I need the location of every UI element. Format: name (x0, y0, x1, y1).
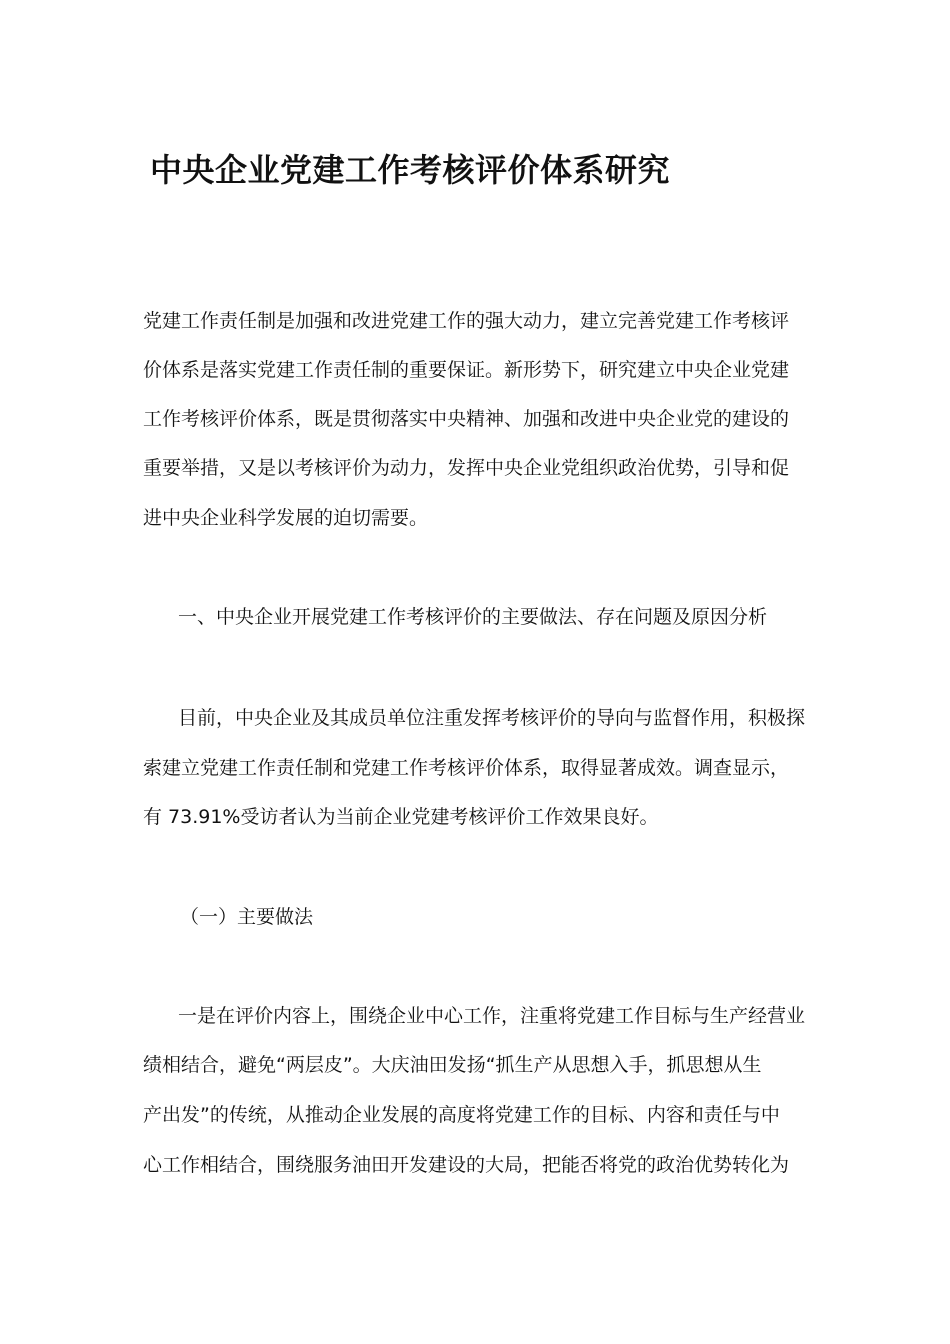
intro-line: 工作考核评价体系，既是贯彻落实中央精神、加强和改进中央企业党的建设的 (143, 408, 790, 430)
subsection-line: 产出发”的传统，从推动企业发展的高度将党建工作的目标、内容和责任与中 (143, 1104, 780, 1126)
section-heading: 一、中央企业开展党建工作考核评价的主要做法、存在问题及原因分析 (178, 606, 768, 628)
intro-line: 重要举措，又是以考核评价为动力，发挥中央企业党组织政治优势，引导和促 (143, 457, 790, 479)
section-line: 有 73.91%受访者认为当前企业党建考核评价工作效果良好。 (143, 806, 659, 828)
intro-line: 价体系是落实党建工作责任制的重要保证。新形势下，研究建立中央企业党建 (143, 359, 790, 381)
section-line: 索建立党建工作责任制和党建工作考核评价体系，取得显著成效。调查显示， (143, 757, 790, 779)
intro-line: 进中央企业科学发展的迫切需要。 (143, 507, 429, 529)
intro-line: 党建工作责任制是加强和改进党建工作的强大动力，建立完善党建工作考核评 (143, 310, 790, 332)
subsection-line: 心工作相结合，围绕服务油田开发建设的大局，把能否将党的政治优势转化为 (143, 1154, 790, 1176)
subsection-heading: （一）主要做法 (180, 906, 314, 928)
section-line: 目前，中央企业及其成员单位注重发挥考核评价的导向与监督作用，积极探 (178, 707, 806, 729)
subsection-line: 绩相结合，避免“两层皮”。大庆油田发扬“抓生产从思想入手，抓思想从生 (143, 1054, 762, 1076)
document-title: 中央企业党建工作考核评价体系研究 (150, 151, 671, 189)
subsection-line: 一是在评价内容上，围绕企业中心工作，注重将党建工作目标与生产经营业 (178, 1005, 806, 1027)
